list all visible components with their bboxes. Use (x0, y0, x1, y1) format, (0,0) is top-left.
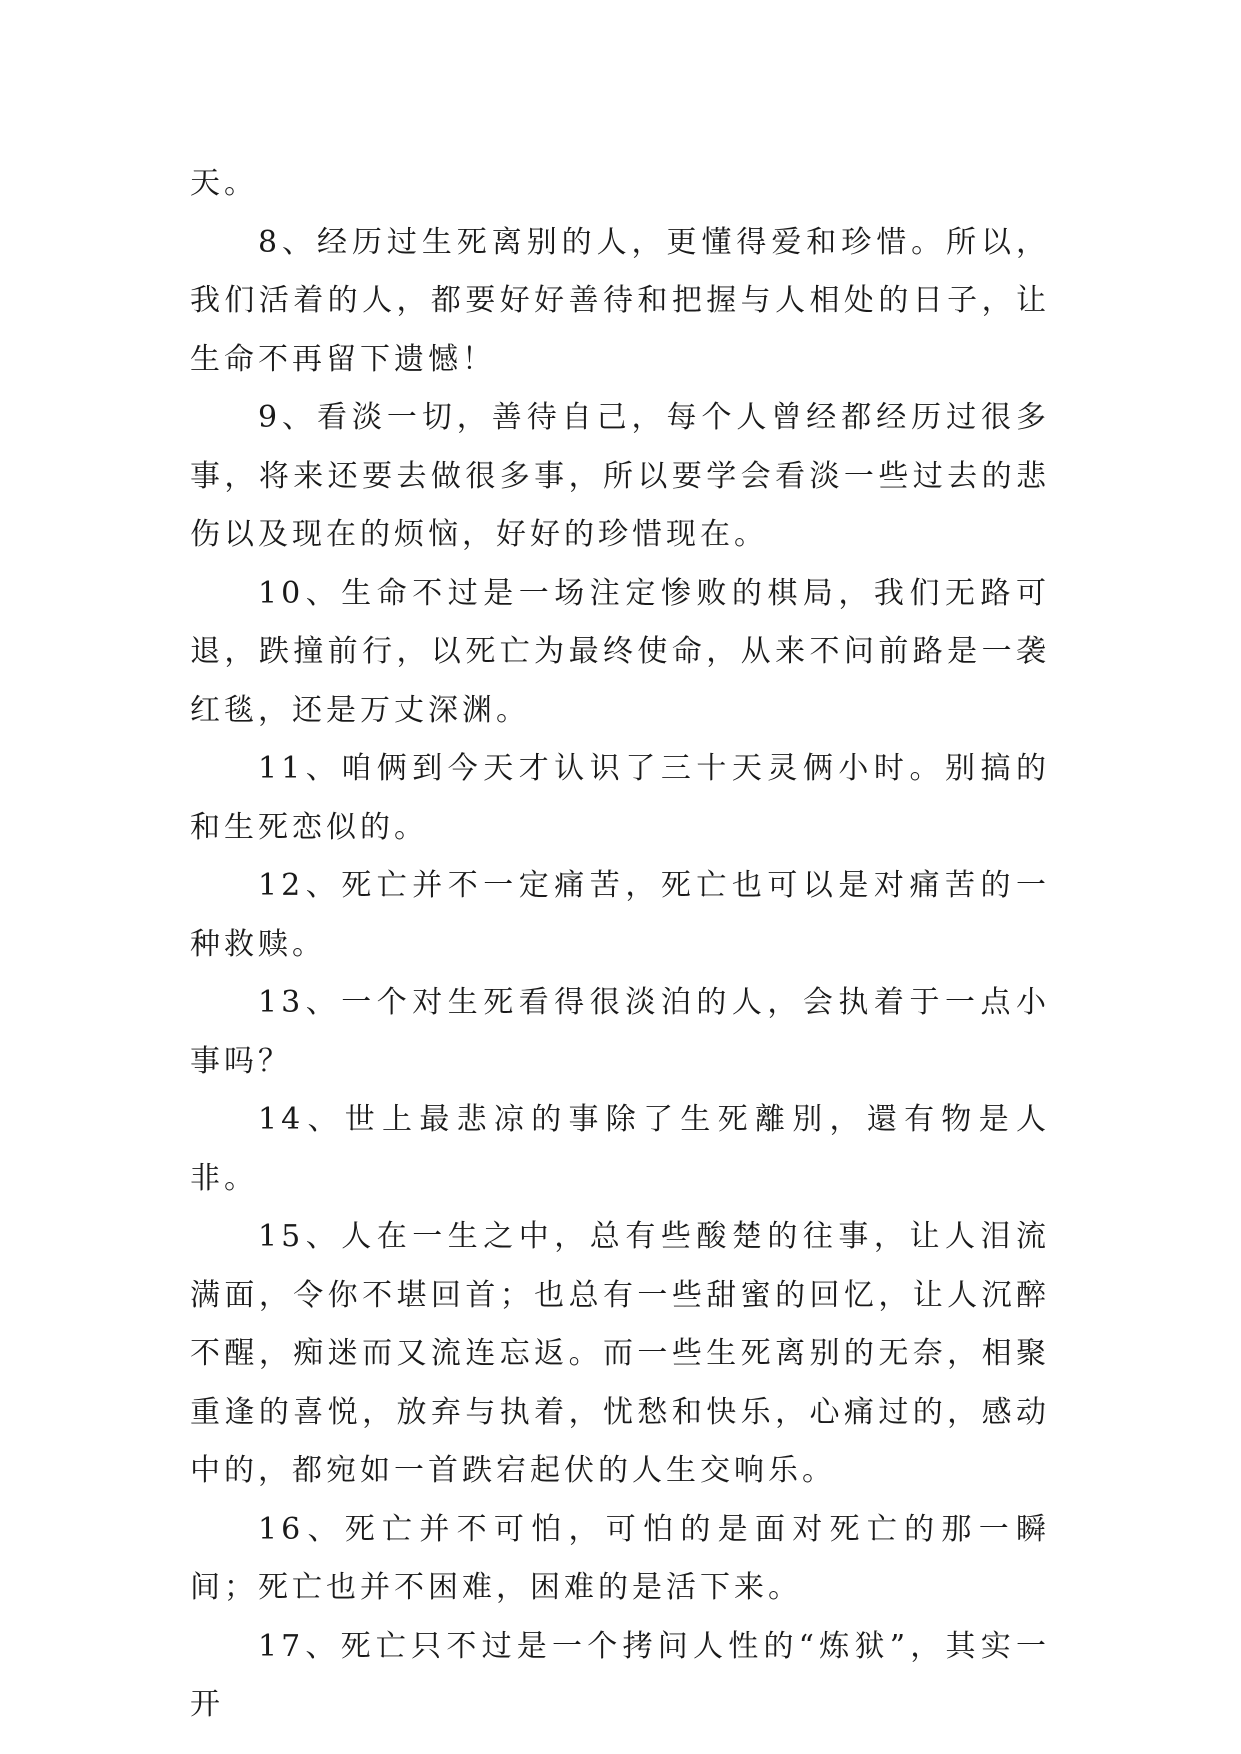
document-body (190, 155, 1050, 1735)
paragraph-item-17: 17、死亡只不过是一个拷问人性的“炼狱”，其实一开 (190, 1628, 1050, 1722)
paragraph-item-9: 9、看淡一切，善待自己，每个人曾经都经历过很多事，将来还要去做很多事，所以要学会看淡一些过去的悲伤以及现在的烦恼，好好的珍惜现在。 (190, 400, 1050, 552)
paragraph-item-15: 15、人在一生之中，总有些酸楚的往事，让人泪流满面，令你不堪回首；也总有一些甜蜜的回忆，让人沉醉不醒，痴迷而又流连忘返。而一些生死离别的无奈，相聚重逢的喜悦，放弃与执着，忧愁和快乐，心痛过的，感动中的，都宛如一首跌宕起伏的人生交响乐。 (190, 1219, 1050, 1488)
paragraph-item-11: 11、咱俩到今天才认识了三十天灵俩小时。别搞的和生死恋似的。 (190, 751, 1050, 845)
paragraph-continuation: 天。 (190, 166, 258, 201)
paragraph-item-16: 16、死亡并不可怕，可怕的是面对死亡的那一瞬间；死亡也并不困难，困难的是活下来。 (190, 1511, 1050, 1605)
paragraph-item-13: 13、一个对生死看得很淡泊的人，会执着于一点小事吗？ (190, 985, 1050, 1079)
paragraph-item-10: 10、生命不过是一场注定惨败的棋局，我们无路可退，跌撞前行，以死亡为最终使命，从来不问前路是一袭红毯，还是万丈深渊。 (190, 575, 1050, 728)
paragraph-item-8: 8、经历过生死离别的人，更懂得爱和珍惜。所以，我们活着的人，都要好好善待和把握与人相处的日子，让生命不再留下遗憾！ (190, 224, 1050, 377)
paragraph-item-12: 12、死亡并不一定痛苦，死亡也可以是对痛苦的一种救赎。 (190, 868, 1050, 962)
paragraph-item-14: 14、世上最悲凉的事除了生死離別，還有物是人非。 (190, 1102, 1050, 1196)
